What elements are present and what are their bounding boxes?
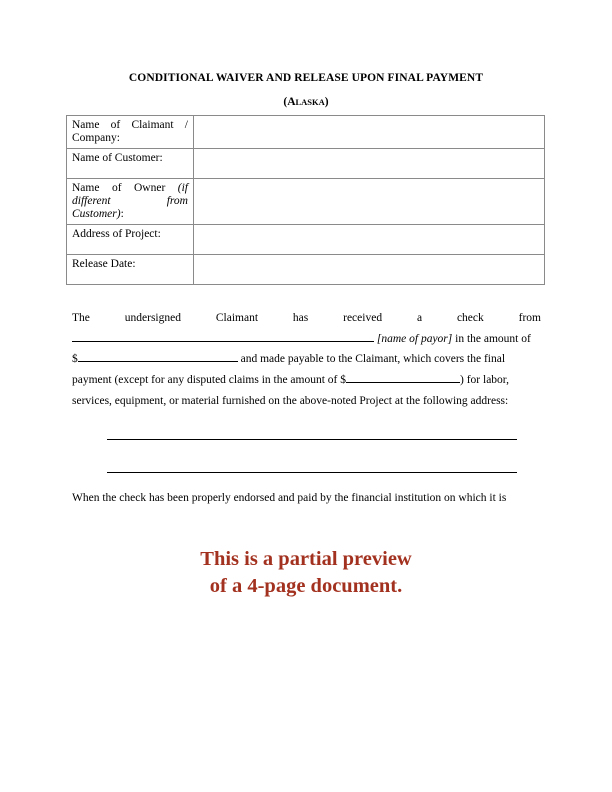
endorsement-paragraph: When the check has been properly endorsed and paid by the financial institution on which it is [72,492,507,504]
project-address-label: Address of Project: [67,225,194,255]
table-row [67,179,545,225]
paragraph-line-1: The undersigned Claimant has received a check from [72,312,541,324]
table-row [67,255,545,285]
address-line-2[interactable] [107,472,517,473]
table-row [67,116,545,149]
payor-label: [name of payor] [376,332,453,345]
document-title: CONDITIONAL WAIVER AND RELEASE UPON FINAL PAYMENT [128,72,484,84]
table-row [67,225,545,255]
subtitle-small-caps: LASKA [295,97,325,107]
claimant-label: Name of Claimant / Company: [67,116,194,149]
subtitle-close: ) [324,96,329,108]
disputed-amount-blank[interactable] [346,371,460,383]
paragraph-line-2: [name of payor] in the amount of [72,329,541,350]
preview-line-2: of a 4-page document. [209,575,403,597]
address-line-1[interactable] [107,439,517,440]
paragraph-line-4: payment (except for any disputed claims in the amount of $ ) for labor, [72,370,541,391]
customer-label: Name of Customer: [67,149,194,179]
release-date-value-cell[interactable] [194,255,545,285]
payment-paragraph [72,308,541,412]
paragraph-line-3: $ and made payable to the Claimant, which covers the final [72,349,541,370]
payor-name-blank[interactable] [72,330,374,342]
subtitle-open: (A [283,96,296,108]
preview-notice [0,546,612,600]
document-subtitle [0,96,612,108]
claimant-info-table [66,115,545,285]
amount-blank[interactable] [78,350,238,362]
preview-line-1: This is a partial preview [200,548,412,570]
paragraph-line-5: services, equipment, or material furnished on the above-noted Project at the following address: [72,394,509,407]
owner-value-cell[interactable] [194,179,545,225]
owner-label: Name of Owner (if different from Customer): [67,179,194,225]
project-address-value-cell[interactable] [194,225,545,255]
customer-value-cell[interactable] [194,149,545,179]
claimant-value-cell[interactable] [194,116,545,149]
table-row [67,149,545,179]
release-date-label: Release Date: [67,255,194,285]
